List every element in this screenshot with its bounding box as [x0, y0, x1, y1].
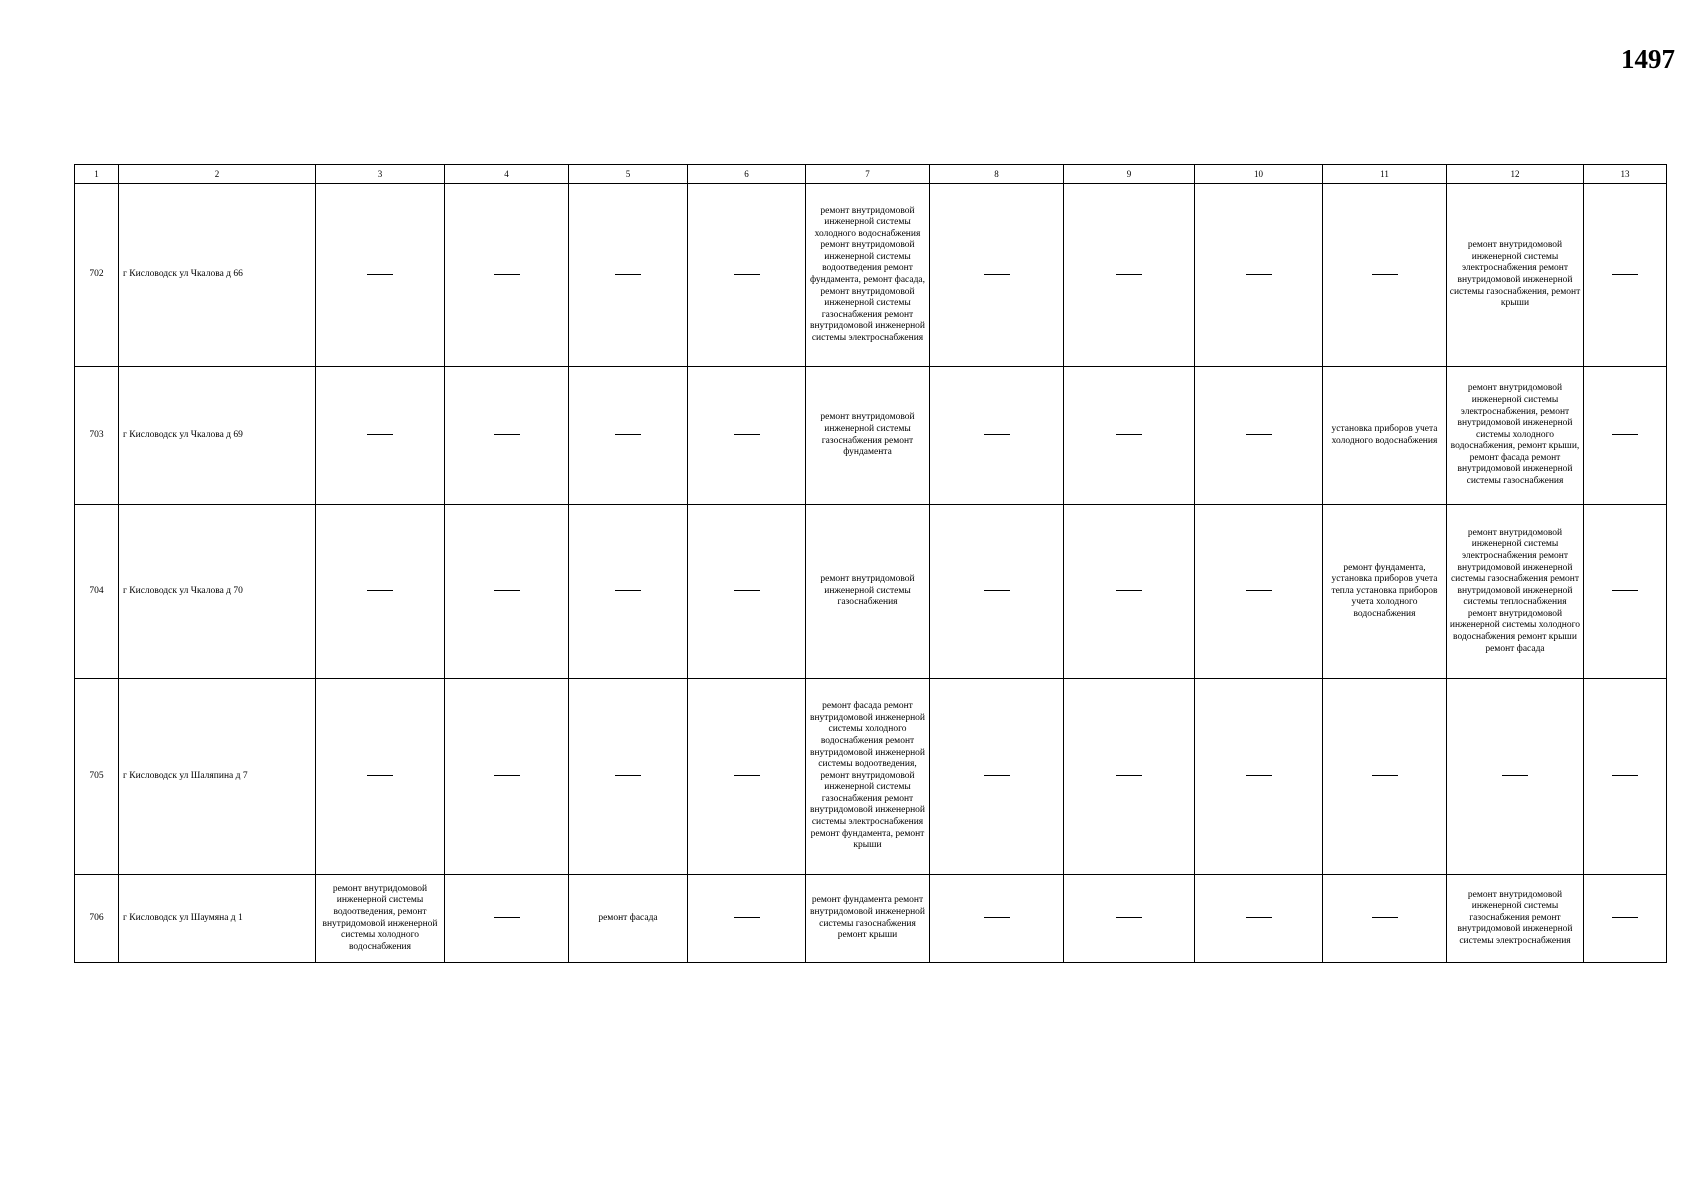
- cell-col-8: [930, 875, 1064, 963]
- cell-col-9: [1064, 367, 1195, 505]
- empty-dash: [1612, 274, 1638, 275]
- empty-dash: [494, 775, 520, 776]
- cell-col-7: ремонт фасада ремонт внутридомовой инженерной системы холодного водоснабжения ремонт внутридомовой инженерной системы водоотведения, ремонт внутридомовой инженерной системы газоснабжения ремонт внутридомовой инженерной системы электроснабжения ремонт фундамента, ремонт крыши: [806, 679, 930, 875]
- cell-col-7: ремонт внутридомовой инженерной системы газоснабжения: [806, 505, 930, 679]
- row-number: 706: [75, 875, 119, 963]
- empty-dash: [734, 917, 760, 918]
- cell-col-10: [1195, 875, 1323, 963]
- page-number: 1497: [1621, 44, 1675, 74]
- cell-col-12: ремонт внутридомовой инженерной системы электроснабжения ремонт внутридомовой инженерной системы газоснабжения, ремонт крыши: [1447, 184, 1584, 367]
- address-cell: г Кисловодск ул Чкалова д 69: [119, 367, 316, 505]
- column-number-7: 7: [806, 165, 930, 184]
- row-number: 705: [75, 679, 119, 875]
- empty-dash: [367, 775, 393, 776]
- column-number-12: 12: [1447, 165, 1584, 184]
- cell-col-10: [1195, 184, 1323, 367]
- column-number-header-row: [75, 165, 1667, 184]
- column-number-5: 5: [569, 165, 688, 184]
- column-number-1: 1: [75, 165, 119, 184]
- table-row: [75, 679, 1667, 875]
- cell-col-10: [1195, 367, 1323, 505]
- empty-dash: [494, 917, 520, 918]
- empty-dash: [1372, 274, 1398, 275]
- empty-dash: [734, 434, 760, 435]
- empty-dash: [494, 434, 520, 435]
- empty-dash: [1246, 274, 1272, 275]
- cell-col-6: [688, 505, 806, 679]
- empty-dash: [1372, 917, 1398, 918]
- empty-dash: [734, 775, 760, 776]
- cell-col-3: [316, 184, 445, 367]
- cell-col-5: [569, 679, 688, 875]
- empty-dash: [1612, 917, 1638, 918]
- address-cell: г Кисловодск ул Шаумяна д 1: [119, 875, 316, 963]
- table-row: [75, 367, 1667, 505]
- row-number: 702: [75, 184, 119, 367]
- cell-col-7: ремонт внутридомовой инженерной системы холодного водоснабжения ремонт внутридомовой инженерной системы водоотведения ремонт фундамента, ремонт фасада, ремонт внутридомовой инженерной системы газоснабжения ремонт внутридомовой инженерной системы электроснабжения: [806, 184, 930, 367]
- cell-col-6: [688, 679, 806, 875]
- cell-col-11: [1323, 184, 1447, 367]
- cell-col-4: [445, 184, 569, 367]
- empty-dash: [1116, 775, 1142, 776]
- cell-col-13: [1584, 875, 1667, 963]
- cell-col-5: [569, 505, 688, 679]
- cell-col-4: [445, 367, 569, 505]
- cell-col-8: [930, 184, 1064, 367]
- address-cell: г Кисловодск ул Чкалова д 66: [119, 184, 316, 367]
- cell-col-5: ремонт фасада: [569, 875, 688, 963]
- empty-dash: [1612, 775, 1638, 776]
- empty-dash: [984, 274, 1010, 275]
- address-cell: г Кисловодск ул Шаляпина д 7: [119, 679, 316, 875]
- cell-col-12: ремонт внутридомовой инженерной системы электроснабжения, ремонт внутридомовой инженерной системы холодного водоснабжения, ремонт крыши, ремонт фасада ремонт внутридомовой инженерной системы газоснабжения: [1447, 367, 1584, 505]
- cell-col-11: [1323, 679, 1447, 875]
- cell-col-3: [316, 505, 445, 679]
- empty-dash: [615, 274, 641, 275]
- empty-dash: [367, 434, 393, 435]
- empty-dash: [1612, 590, 1638, 591]
- cell-col-6: [688, 367, 806, 505]
- empty-dash: [1246, 917, 1272, 918]
- empty-dash: [615, 434, 641, 435]
- cell-col-6: [688, 875, 806, 963]
- empty-dash: [1116, 434, 1142, 435]
- cell-col-3: ремонт внутридомовой инженерной системы водоотведения, ремонт внутридомовой инженерной системы холодного водоснабжения: [316, 875, 445, 963]
- cell-col-10: [1195, 505, 1323, 679]
- empty-dash: [1246, 590, 1272, 591]
- empty-dash: [1612, 434, 1638, 435]
- cell-col-9: [1064, 679, 1195, 875]
- empty-dash: [1246, 434, 1272, 435]
- cell-col-4: [445, 505, 569, 679]
- empty-dash: [734, 590, 760, 591]
- empty-dash: [494, 274, 520, 275]
- empty-dash: [984, 775, 1010, 776]
- empty-dash: [1502, 775, 1528, 776]
- empty-dash: [1116, 917, 1142, 918]
- column-number-4: 4: [445, 165, 569, 184]
- table-row: [75, 875, 1667, 963]
- cell-col-4: [445, 875, 569, 963]
- cell-col-6: [688, 184, 806, 367]
- cell-col-8: [930, 367, 1064, 505]
- address-cell: г Кисловодск ул Чкалова д 70: [119, 505, 316, 679]
- column-number-8: 8: [930, 165, 1064, 184]
- empty-dash: [984, 590, 1010, 591]
- empty-dash: [494, 590, 520, 591]
- row-number: 703: [75, 367, 119, 505]
- table-row: [75, 184, 1667, 367]
- cell-col-5: [569, 367, 688, 505]
- empty-dash: [1116, 590, 1142, 591]
- cell-col-7: ремонт фундамента ремонт внутридомовой инженерной системы газоснабжения ремонт крыши: [806, 875, 930, 963]
- register-table: [74, 164, 1667, 963]
- cell-col-13: [1584, 184, 1667, 367]
- cell-col-11: [1323, 875, 1447, 963]
- cell-col-11: ремонт фундамента, установка приборов учета тепла установка приборов учета холодного водоснабжения: [1323, 505, 1447, 679]
- empty-dash: [615, 590, 641, 591]
- cell-col-13: [1584, 367, 1667, 505]
- cell-col-7: ремонт внутридомовой инженерной системы газоснабжения ремонт фундамента: [806, 367, 930, 505]
- empty-dash: [984, 917, 1010, 918]
- empty-dash: [615, 775, 641, 776]
- cell-col-13: [1584, 679, 1667, 875]
- table-row: [75, 505, 1667, 679]
- cell-col-9: [1064, 505, 1195, 679]
- cell-col-9: [1064, 184, 1195, 367]
- cell-col-13: [1584, 505, 1667, 679]
- empty-dash: [367, 590, 393, 591]
- cell-col-12: ремонт внутридомовой инженерной системы электроснабжения ремонт внутридомовой инженерной системы газоснабжения ремонт внутридомовой инженерной системы теплоснабжения ремонт внутридомовой инженерной системы холодного водоснабжения ремонт крыши ремонт фасада: [1447, 505, 1584, 679]
- column-number-11: 11: [1323, 165, 1447, 184]
- cell-col-3: [316, 367, 445, 505]
- empty-dash: [1372, 775, 1398, 776]
- cell-col-5: [569, 184, 688, 367]
- cell-col-3: [316, 679, 445, 875]
- empty-dash: [1116, 274, 1142, 275]
- row-number: 704: [75, 505, 119, 679]
- cell-col-8: [930, 679, 1064, 875]
- cell-col-11: установка приборов учета холодного водоснабжения: [1323, 367, 1447, 505]
- cell-col-4: [445, 679, 569, 875]
- column-number-2: 2: [119, 165, 316, 184]
- column-number-10: 10: [1195, 165, 1323, 184]
- cell-col-12: ремонт внутридомовой инженерной системы газоснабжения ремонт внутридомовой инженерной системы электроснабжения: [1447, 875, 1584, 963]
- cell-col-9: [1064, 875, 1195, 963]
- empty-dash: [1246, 775, 1272, 776]
- empty-dash: [734, 274, 760, 275]
- column-number-13: 13: [1584, 165, 1667, 184]
- cell-col-8: [930, 505, 1064, 679]
- empty-dash: [984, 434, 1010, 435]
- cell-col-12: [1447, 679, 1584, 875]
- empty-dash: [367, 274, 393, 275]
- column-number-3: 3: [316, 165, 445, 184]
- column-number-6: 6: [688, 165, 806, 184]
- column-number-9: 9: [1064, 165, 1195, 184]
- cell-col-10: [1195, 679, 1323, 875]
